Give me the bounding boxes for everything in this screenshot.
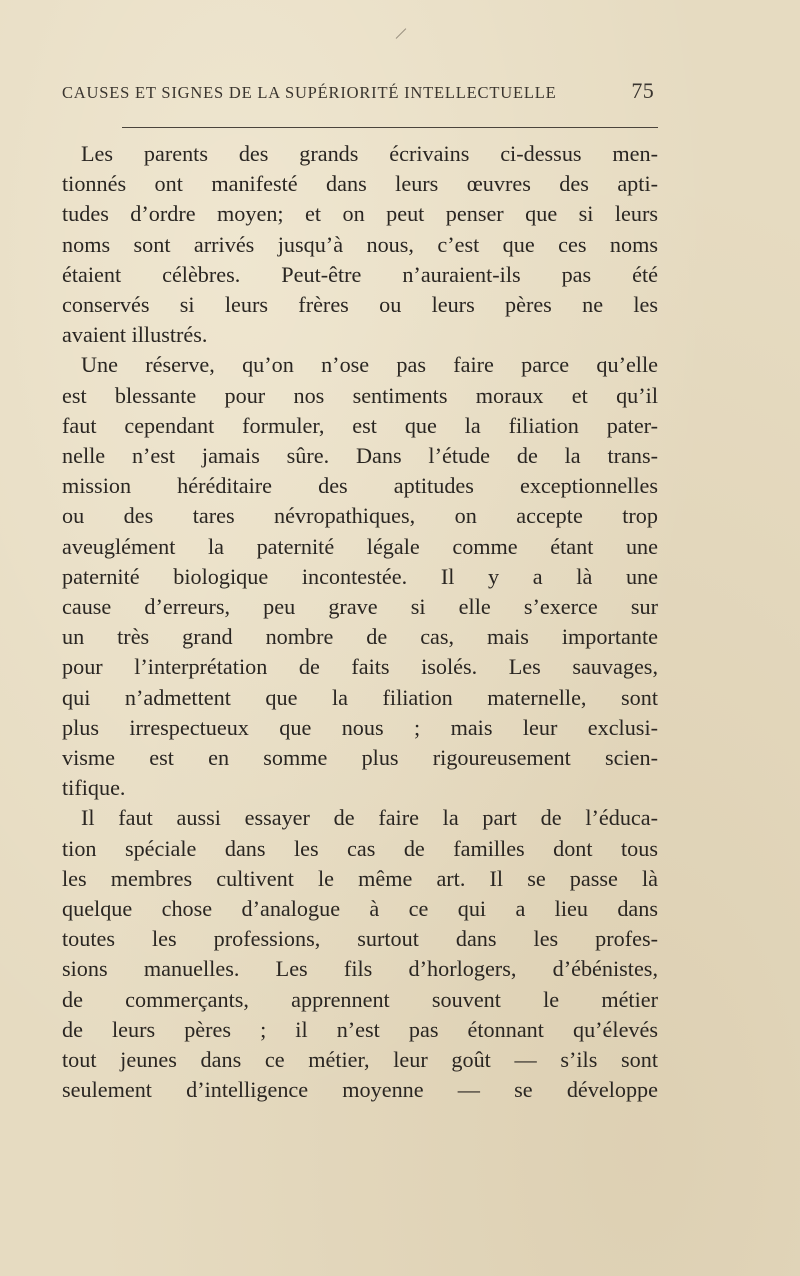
text-line: visme est en somme plus rigoureusement scien- [62, 745, 658, 771]
running-title: CAUSES ET SIGNES DE LA SUPÉRIORITÉ INTELLECTUELLE [62, 83, 557, 102]
text-line: pour l’interprétation de faits isolés. Les sauvages, [62, 654, 658, 680]
stray-pencil-mark [396, 28, 407, 39]
text-line: paternité biologique incontestée. Il y a là une [62, 563, 658, 589]
text-line: qui n’admettent que la filiation maternelle, sont [62, 684, 658, 710]
page-number: 75 [631, 78, 654, 103]
text-line: Il faut aussi essayer de faire la part de l’éduca- [81, 805, 658, 831]
paragraph-2 [62, 350, 658, 803]
text-line: étaient célèbres. Peut-être n’auraient-ils pas été [62, 261, 658, 287]
paragraph-3 [62, 803, 658, 1105]
text-line: toutes les professions, surtout dans les profes- [62, 926, 658, 952]
text-line: tionnés ont manifesté dans leurs œuvres des apti- [62, 171, 658, 197]
text-line: sions manuelles. Les fils d’horlogers, d’ébénistes, [62, 956, 658, 982]
text-line: tifique. [62, 775, 126, 801]
text-line: faut cependant formuler, est que la filiation pater- [62, 412, 658, 438]
text-line: noms sont arrivés jusqu’à nous, c’est que ces noms [62, 231, 658, 257]
text-line: tudes d’ordre moyen; et on peut penser que si leurs [62, 201, 658, 227]
text-line: cause d’erreurs, peu grave si elle s’exerce sur [62, 594, 658, 620]
text-line: est blessante pour nos sentiments moraux et qu’il [62, 382, 658, 408]
text-line: tion spéciale dans les cas de familles dont tous [62, 835, 658, 861]
text-line: les membres cultivent le même art. Il se passe là [62, 865, 658, 891]
text-line: Les parents des grands écrivains ci-dessus men- [81, 141, 658, 166]
text-line: seulement d’intelligence moyenne — se développe [62, 1077, 658, 1103]
text-line: tout jeunes dans ce métier, leur goût — s’ils sont [62, 1047, 658, 1073]
text-line: avaient illustrés. [62, 322, 208, 348]
text-line: aveuglément la paternité légale comme étant une [62, 533, 658, 559]
text-line: quelque chose d’analogue à ce qui a lieu dans [62, 896, 658, 922]
running-header [62, 78, 654, 104]
text-line: un très grand nombre de cas, mais importante [62, 624, 658, 650]
paragraph-1 [62, 139, 658, 350]
text-line: Une réserve, qu’on n’ose pas faire parce qu’elle [81, 352, 658, 378]
text-line: nelle n’est jamais sûre. Dans l’étude de la trans- [62, 443, 658, 469]
text-line: plus irrespectueux que nous ; mais leur exclusi- [62, 714, 658, 740]
text-line: de commerçants, apprennent souvent le métier [62, 986, 658, 1012]
body-text [62, 139, 658, 1106]
text-line: ou des tares névropathiques, on accepte trop [62, 503, 658, 529]
text-line: conservés si leurs frères ou leurs pères ne les [62, 292, 658, 318]
header-rule [122, 127, 658, 128]
text-line: mission héréditaire des aptitudes exceptionnelles [62, 473, 658, 499]
text-line: de leurs pères ; il n’est pas étonnant qu’élevés [62, 1016, 658, 1042]
